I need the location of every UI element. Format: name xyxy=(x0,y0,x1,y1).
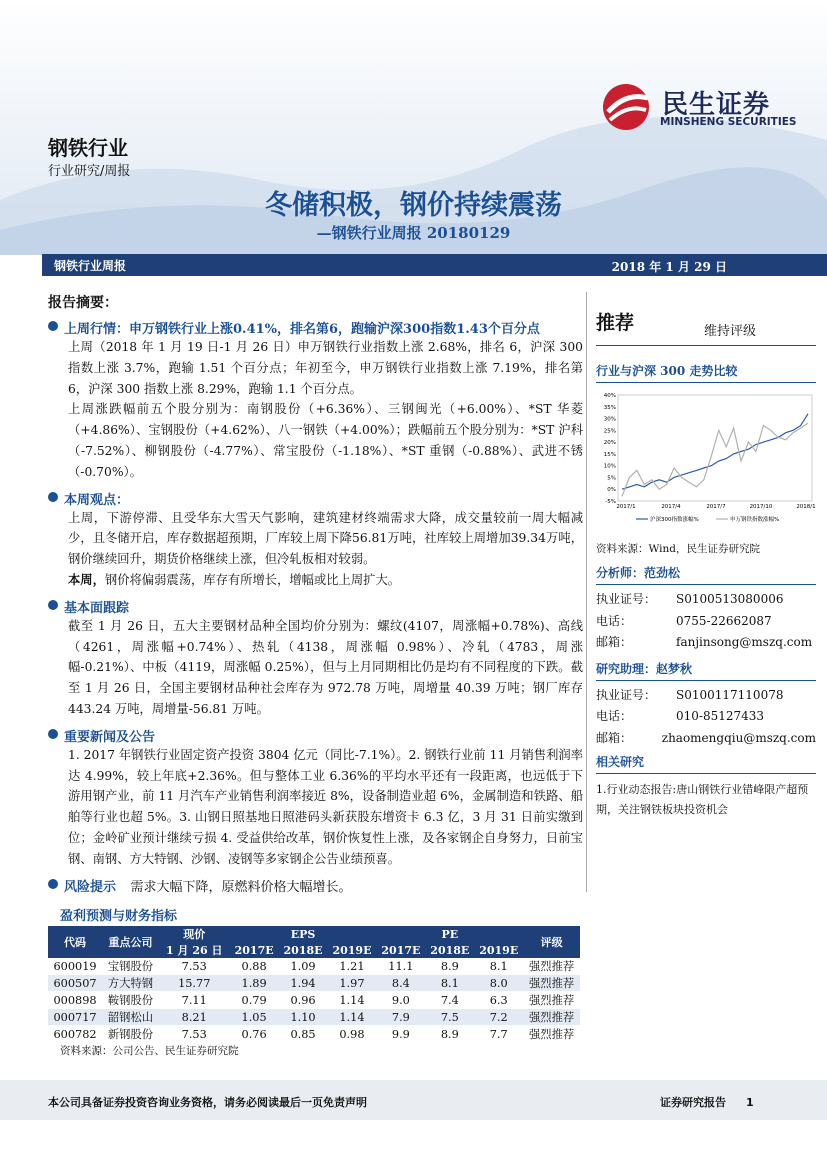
table-cell: 1.14 xyxy=(328,1009,377,1026)
bullet-icon xyxy=(48,321,58,331)
table-cell: 8.21 xyxy=(159,1009,230,1026)
table-cell: 600019 xyxy=(48,958,102,975)
table-cell: 000898 xyxy=(48,992,102,1009)
table-row xyxy=(48,1009,580,1026)
analyst-email[interactable]: 邮箱： fanjinsong@mszq.com xyxy=(596,635,813,649)
y-tick-label: 35% xyxy=(603,404,616,411)
table-cell: 8.9 xyxy=(425,1026,474,1043)
related-heading: 相关研究 xyxy=(596,753,816,774)
footer-right: 证券研究报告 1 xyxy=(660,1096,754,1109)
sidebar-column xyxy=(596,308,816,820)
table-row xyxy=(48,975,580,992)
series-line-0 xyxy=(622,414,808,489)
bullet-icon xyxy=(48,492,58,502)
table-cell: 强烈推荐 xyxy=(523,975,580,992)
assistant-phone: 电话： 010-85127433 xyxy=(596,709,765,723)
summary-column xyxy=(48,292,583,895)
table-cell: 7.2 xyxy=(474,1009,523,1026)
table-cell: 9.9 xyxy=(376,1026,425,1043)
y-tick-label: 40% xyxy=(603,393,616,399)
y-tick-label: 20% xyxy=(603,440,616,447)
section-heading-risk: 风险提示 需求大幅下降，原燃料价格大幅增长。 xyxy=(48,876,583,895)
table-cell: 宝钢股份 xyxy=(102,958,159,975)
table-cell: 8.4 xyxy=(376,975,425,992)
table-cell: 强烈推荐 xyxy=(523,958,580,975)
logo-text-cn: 民生证券 xyxy=(662,90,771,120)
section-heading-news: 重要新闻及公告 xyxy=(48,726,583,745)
table-cell: 7.53 xyxy=(159,1026,230,1043)
table-cell: 1.14 xyxy=(328,992,377,1009)
table-cell: 0.76 xyxy=(230,1026,279,1043)
table-cell: 7.53 xyxy=(159,958,230,975)
paragraph-outlook: 本周，钢价将偏弱震荡，库存有所增长，增幅或比上周扩大。 xyxy=(68,571,401,587)
table-cell: 8.1 xyxy=(474,958,523,975)
recommendation: 推荐 xyxy=(596,312,635,334)
report-series: 钢铁行业周报 xyxy=(54,259,127,273)
bullet-icon xyxy=(48,729,58,739)
y-tick-label: 5% xyxy=(607,475,616,482)
table-cell: 7.7 xyxy=(474,1026,523,1043)
industry-name: 钢铁行业 xyxy=(48,136,128,160)
col-year: 2019E xyxy=(328,942,377,958)
table-cell: 强烈推荐 xyxy=(523,992,580,1009)
column-divider xyxy=(586,292,587,892)
section-heading-view: 本周观点： xyxy=(48,489,583,508)
table-cell: 7.4 xyxy=(425,992,474,1009)
assistant-heading: 研究助理：赵梦秋 xyxy=(596,660,816,681)
table-cell: 0.96 xyxy=(279,992,328,1009)
page-title: 冬储积极，钢价持续震荡 xyxy=(265,190,562,221)
table-cell: 7.9 xyxy=(376,1009,425,1026)
table-cell: 1.89 xyxy=(230,975,279,992)
col-year: 2019E xyxy=(474,942,523,958)
table-cell: 1.09 xyxy=(279,958,328,975)
y-tick-label: 30% xyxy=(603,416,616,423)
table-row xyxy=(48,958,580,975)
analyst-id: 执业证号： S0100513080006 xyxy=(596,592,784,606)
table-cell: 方大特钢 xyxy=(102,975,159,992)
trend-chart xyxy=(596,389,816,529)
table-row xyxy=(48,992,580,1009)
col-code: 代码 xyxy=(48,926,102,958)
page-number: 1 xyxy=(746,1096,754,1109)
x-tick-label: 2017/4 xyxy=(661,504,681,510)
related-report-link[interactable]: 1.行业动态报告:唐山钢铁行业错峰限产超预期，关注钢铁板块投资机会 xyxy=(596,783,809,816)
col-eps: EPS xyxy=(230,926,377,942)
table-cell: 1.05 xyxy=(230,1009,279,1026)
chart-source: 资料来源：Wind，民生证券研究院 xyxy=(596,543,760,555)
x-tick-label: 2017/10 xyxy=(749,504,773,510)
table-cell: 7.5 xyxy=(425,1009,474,1026)
bullet-icon xyxy=(48,600,58,610)
legend-label: 沪深300指数涨幅% xyxy=(650,517,699,523)
table-cell: 1.94 xyxy=(279,975,328,992)
table-cell: 1.97 xyxy=(328,975,377,992)
x-tick-label: 2018/1 xyxy=(796,504,816,510)
table-row xyxy=(48,1026,580,1043)
table-cell: 600507 xyxy=(48,975,102,992)
col-price: 现价 xyxy=(159,926,230,942)
x-tick-label: 2017/7 xyxy=(706,504,726,510)
table-cell: 强烈推荐 xyxy=(523,1026,580,1043)
paragraph: 上周涨跌幅前五个股分别为：南钢股份（+6.36%）、三钢闽光（+6.00%）、*ST 华菱（+4.86%）、宝钢股份（+4.62%）、八一钢铁（+4.00%）；跌幅前五个股分别为：*ST 沪科（-7.52%）、柳钢股份（-4.77%）、常宝股份（-1.18%）、*ST 重钢（-0.88%）、武进不锈（-0.70%）。 xyxy=(68,402,583,479)
section-heading-market: 上周行情：申万钢铁行业上涨0.41%，排名第6，跑输沪深300指数1.43个百分点 xyxy=(48,318,583,337)
table-cell: 1.10 xyxy=(279,1009,328,1026)
legend-label: 申万钢铁指数涨幅% xyxy=(730,517,780,523)
table-cell: 8.1 xyxy=(425,975,474,992)
table-cell: 0.79 xyxy=(230,992,279,1009)
col-price-date: 1 月 26 日 xyxy=(159,942,230,958)
assistant-info xyxy=(596,685,816,750)
table-cell: 韶钢松山 xyxy=(102,1009,159,1026)
assistant-email[interactable]: 邮箱： zhaomengqiu@mszq.com xyxy=(596,730,816,745)
table-cell: 7.11 xyxy=(159,992,230,1009)
summary-title: 报告摘要： xyxy=(48,295,118,311)
y-tick-label: 25% xyxy=(603,428,616,435)
table-cell: 11.1 xyxy=(376,958,425,975)
table-cell: 8.0 xyxy=(474,975,523,992)
table-cell: 0.85 xyxy=(279,1026,328,1043)
table-cell: 600782 xyxy=(48,1026,102,1043)
col-pe: PE xyxy=(376,926,523,942)
table-cell: 强烈推荐 xyxy=(523,1009,580,1026)
paragraph: 1. 2017 年钢铁行业固定资产投资 3804 亿元（同比-7.1%）。2. 钢铁行业前 11 月销售利润率达 4.99%，较上年底+2.36%。但与整体工业 6.36%的平均水平还有一段距离，也远低于下游用钢产业，前 11 月汽车产业销售利润率接近 8%，设备制造业超 6%，金属制造和铁路、船舶等行业也超 5%。3. 山钢日照基地日照港码头新获股东增资卡 6.3 亿，3 月 31 日前实缴到位；金岭矿业预计继续亏损 4. 受益供给改革，钢价恢复性上涨，及各家钢企自身努力，日前宝钢、南钢、方大特钢、沙钢、凌钢等多家钢企公告业绩预喜。 xyxy=(68,747,583,866)
table-cell: 1.21 xyxy=(328,958,377,975)
logo-text-en: MINSHENG SECURITIES xyxy=(660,116,797,128)
page-subtitle: —钢铁行业周报 20180129 xyxy=(316,224,511,242)
table-cell: 8.9 xyxy=(425,958,474,975)
col-year: 2017E xyxy=(230,942,279,958)
series-line-1 xyxy=(622,423,808,496)
table-cell: 鞍钢股份 xyxy=(102,992,159,1009)
x-tick-label: 2017/1 xyxy=(616,504,636,510)
table-cell: 0.88 xyxy=(230,958,279,975)
paragraph: 截至 1 月 26 日，五大主要钢材品种全国均价分别为：螺纹(4107，周涨幅+0.78%)、高线（4261，周涨幅+0.74%）、热轧（4138，周涨幅 0.98%）、冷轧（4783，周涨幅-0.21%）、中板（4119，周涨幅 0.25%），但与上月同期相比仍是均有不同程度的下跌。截至 1 月 26 日，全国主要钢材品种社会库存为 972.78 万吨，周增量 40.39 万吨；钢厂库存 443.24 万吨，周增量-56.81 万吨。 xyxy=(68,618,583,716)
report-info-bar xyxy=(42,254,827,276)
report-header xyxy=(0,0,827,255)
analyst-heading: 分析师：范劲松 xyxy=(596,564,816,585)
table-cell: 0.98 xyxy=(328,1026,377,1043)
chart-title: 行业与沪深 300 走势比较 xyxy=(596,362,816,383)
risk-text: 需求大幅下降，原燃料价格大幅增长。 xyxy=(130,879,352,895)
bullet-icon xyxy=(48,879,58,889)
col-company: 重点公司 xyxy=(102,926,159,958)
forecast-table xyxy=(48,926,580,1043)
table-cell: 000717 xyxy=(48,1009,102,1026)
col-year: 2018E xyxy=(425,942,474,958)
col-year: 2018E xyxy=(279,942,328,958)
analyst-phone: 电话： 0755-22662087 xyxy=(596,613,772,628)
table-cell: 新钢股份 xyxy=(102,1026,159,1043)
y-tick-label: 0% xyxy=(607,487,616,494)
paragraph: 上周，下游停滞、且受华东大雪天气影响，建筑建材终端需求大降，成交量较前一周大幅减少，且冬储开启，库存数据超预期，厂库较上周下降56.81万吨，社库较上周增加39.34万吨，钢价继续回升，期货价格继续上涨，但冷轧板相对较弱。 xyxy=(68,510,583,567)
report-date: 2018 年 1 月 29 日 xyxy=(611,260,727,274)
rating-block xyxy=(596,308,816,346)
rating: 维持评级 xyxy=(704,324,757,339)
table-cell: 15.77 xyxy=(159,975,230,992)
disclaimer-link[interactable]: 本公司具备证券投资咨询业务资格，请务必阅读最后一页免责声明 xyxy=(48,1096,367,1109)
minsheng-logo-icon xyxy=(600,82,656,132)
y-tick-label: -5% xyxy=(605,499,616,505)
table-title: 盈利预测与财务指标 xyxy=(60,909,178,924)
table-cell: 6.3 xyxy=(474,992,523,1009)
table-body xyxy=(48,958,580,1043)
report-type: 行业研究/周报 xyxy=(48,164,131,179)
y-tick-label: 10% xyxy=(603,463,616,470)
col-rating: 评级 xyxy=(523,926,580,958)
analyst-info xyxy=(596,589,816,654)
table-cell: 9.0 xyxy=(376,992,425,1009)
section-heading-fundamentals: 基本面跟踪 xyxy=(48,597,583,616)
assistant-id: 执业证号： S0100117110078 xyxy=(596,687,784,702)
paragraph: 上周（2018 年 1 月 19 日-1 月 26 日）申万钢铁行业指数上涨 2.68%，排名 6，沪深 300 指数上涨 3.7%，跑输 1.51 个百分点；年初至今，申万钢铁行业指数上涨 7.19%，排名第 6，沪深 300 指数上涨 8.29%，跑输 1.1 个百分点。 xyxy=(68,340,583,396)
y-tick-label: 15% xyxy=(603,451,616,458)
table-source: 资料来源：公司公告、民生证券研究院 xyxy=(60,1045,239,1057)
col-year: 2017E xyxy=(376,942,425,958)
